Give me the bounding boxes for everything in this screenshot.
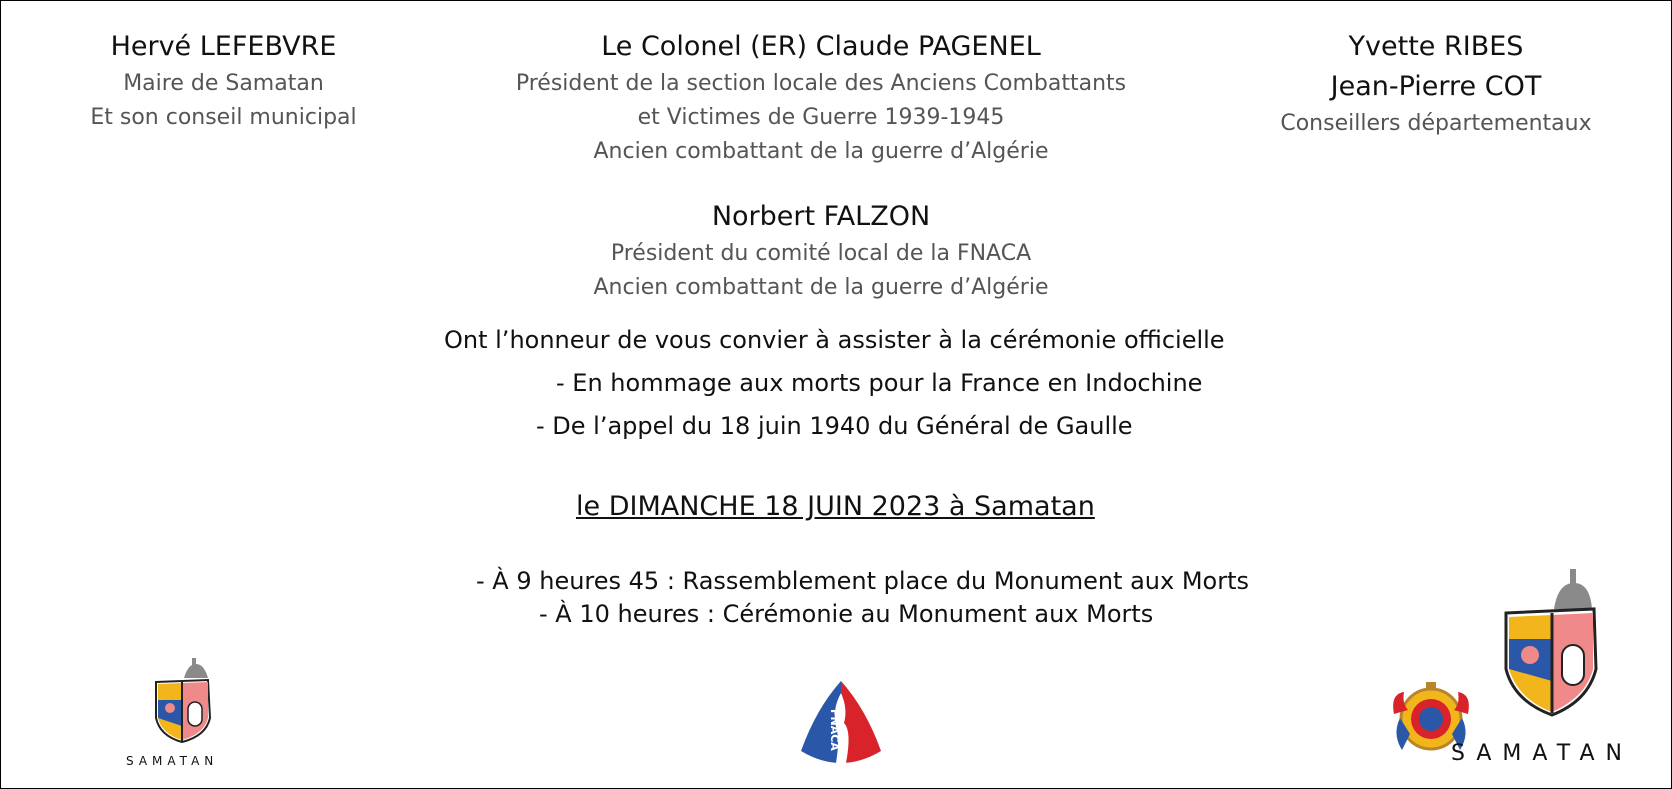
samatan-logo-right [1386, 569, 1656, 769]
fnaca-president-block [481, 197, 1161, 305]
samatan-logo-right-label: SAMATAN [1451, 741, 1633, 766]
councillors-title: Conseillers départementaux [1280, 111, 1592, 136]
fnaca-president-role-2: Ancien combattant de la guerre d’Algérie [593, 275, 1049, 300]
councillors-block [1256, 27, 1616, 141]
councillor-name-2: Jean-Pierre COT [1330, 71, 1542, 102]
samatan-logo-left-label: SAMATAN [126, 754, 219, 768]
president-name: Le Colonel (ER) Claude PAGENEL [601, 31, 1041, 62]
fnaca-president-role-1: Président du comité local de la FNACA [610, 241, 1032, 266]
schedule-line-2: - À 10 heures : Cérémonie au Monument aux Morts [539, 600, 1154, 628]
fnaca-president-name: Norbert FALZON [711, 201, 931, 232]
president-block [481, 27, 1161, 169]
mayor-name: Hervé LEFEBVRE [110, 31, 337, 62]
schedule-line-1: - À 9 heures 45 : Rassemblement place du Monument aux Morts [476, 567, 1250, 595]
samatan-emblem-icon [116, 656, 246, 746]
samatan-large-emblem-icon [1496, 569, 1616, 719]
councillor-name-1: Yvette RIBES [1348, 31, 1524, 62]
president-role-3: Ancien combattant de la guerre d’Algérie [593, 139, 1049, 164]
invitation-intro: Ont l’honneur de vous convier à assister à la cérémonie officielle [444, 326, 1225, 354]
mayor-title: Maire de Samatan [123, 71, 324, 96]
fnaca-logo [796, 679, 886, 764]
samatan-logo-left [116, 656, 246, 776]
council-text: Et son conseil municipal [90, 105, 357, 130]
fnaca-logo-text: FNACA [828, 709, 841, 751]
invitation-item-1: - En hommage aux morts pour la France en Indochine [556, 369, 1203, 397]
president-role-1: Président de la section locale des Anciens Combattants [515, 71, 1127, 96]
mayor-block [61, 27, 386, 135]
invitation-item-2: - De l’appel du 18 juin 1940 du Général de Gaulle [536, 412, 1133, 440]
ceremony-date: le DIMANCHE 18 JUIN 2023 à Samatan [576, 491, 1095, 522]
president-role-2: et Victimes de Guerre 1939-1945 [637, 105, 1005, 130]
fnaca-emblem-icon [796, 679, 886, 764]
